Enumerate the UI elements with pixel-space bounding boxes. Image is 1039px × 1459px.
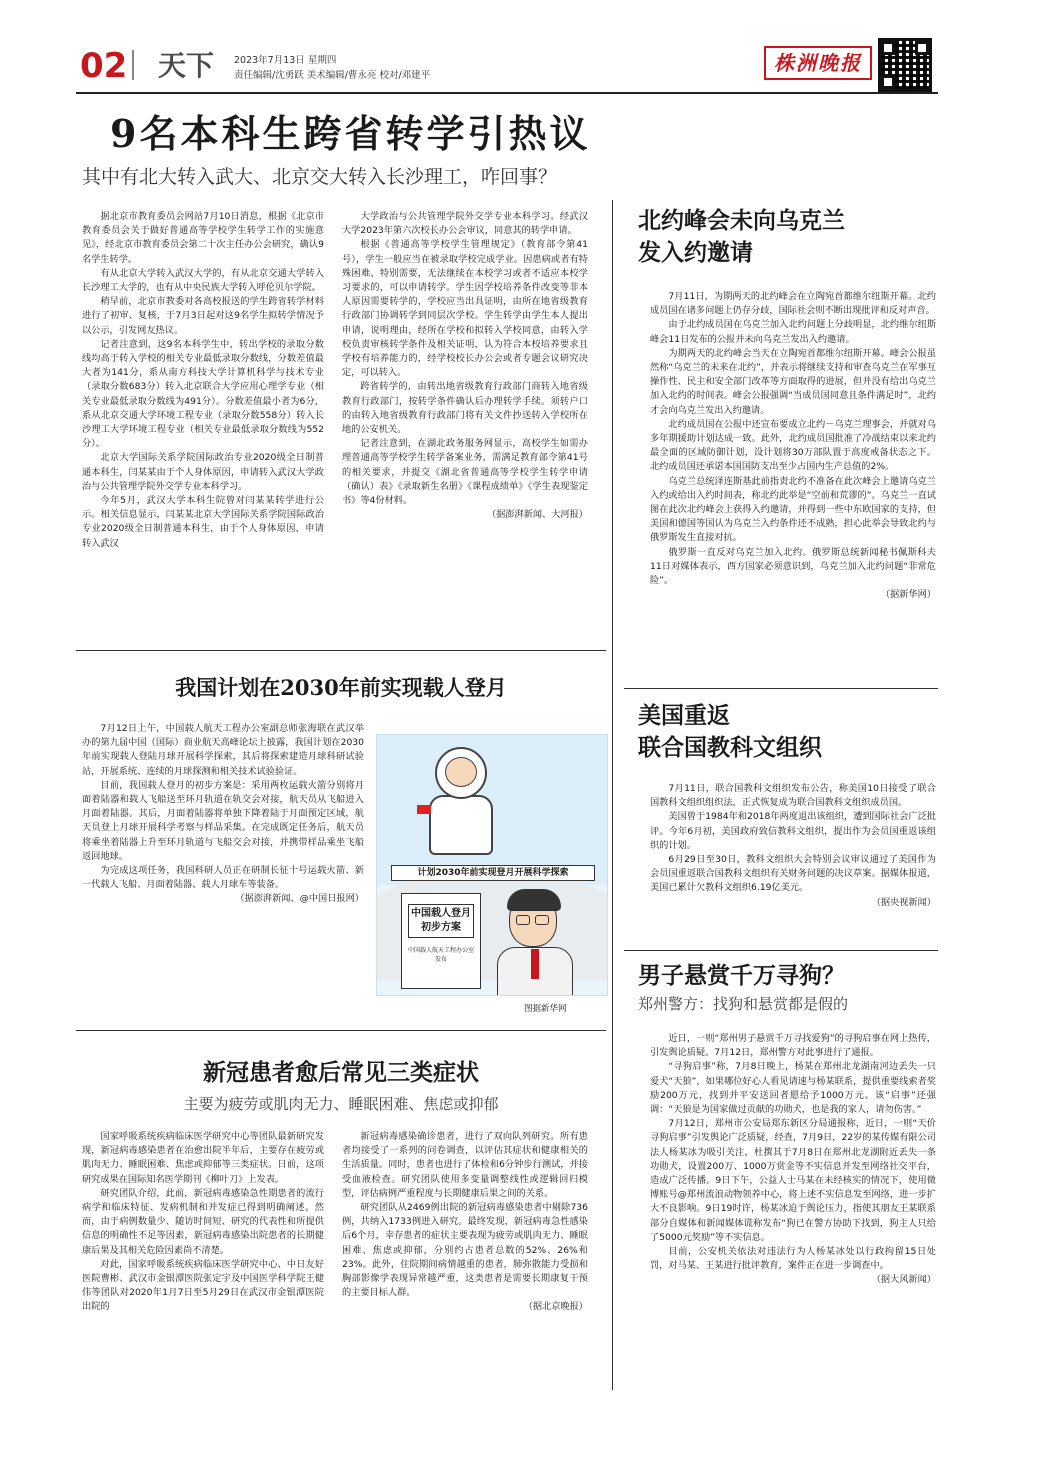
nato-paragraph: 俄罗斯一直反对乌克兰加入北约。俄罗斯总统新闻秘书佩斯科夫11日对媒体表示，西方国家必须意识到，乌克兰加入北约问题“非常危险”。 [650, 546, 936, 587]
presenter-tie [531, 949, 539, 979]
lead-paragraph: 有从北京大学转入武汉大学的，有从北京交通大学转入长沙理工大学的，也有从中央民族大学转入呼伦贝尔学院。 [82, 267, 324, 294]
moon-headline: 我国计划在2030年前实现载人登月 [175, 675, 507, 700]
covid-column-1 [82, 1130, 324, 1315]
dog-headline: 男子悬赏千万寻狗？ [638, 962, 845, 989]
presenter-glasses [516, 915, 530, 925]
unesco-source: （据央视新闻） [871, 896, 936, 908]
editors-credit: 责任编辑/沈勇跃 美术编辑/曹永亮 校对/邓建平 [234, 70, 431, 81]
illustration-caption: 计划2030年前实现登月开展科学探索 [391, 865, 595, 881]
section-rule [624, 950, 938, 951]
moon-source: （据澎湃新闻、@中国日报网） [235, 893, 364, 905]
lead-column-2 [342, 210, 588, 522]
unesco-headline-line2: 联合国教科文组织 [638, 734, 822, 761]
presenter-glasses [535, 915, 549, 925]
plan-document-title: 中国载人登月初步方案 [408, 904, 474, 938]
section-rule [76, 1030, 606, 1031]
lead-paragraph: 大学政治与公共管理学院外交学专业本科学习。经武汉大学2023年第六次校长办公会审议，同意其的转学申请。 [342, 211, 588, 237]
header-rule [76, 92, 938, 94]
column-divider [612, 200, 613, 1390]
nato-headline-line1: 北约峰会未向乌克兰 [638, 207, 845, 234]
dog-paragraph: 目前，公安机关依法对违法行为人杨某冰处以行政拘留15日处罚，对马某、王某进行批评教育，案件正在进一步调查中。 [650, 1246, 936, 1272]
covid-headline: 新冠患者愈后常见三类症状 [203, 1059, 479, 1086]
dog-paragraph: 7月12日，郑州市公安局郑东新区分局通报称，近日，一则“天价寻狗启事”引发舆论广泛质疑，经查，7月9日，22岁的某传媒有限公司法人杨某冰为吸引关注，杜撰其于7月8日在郑州北龙湖附近丢失一条功勋犬，设置200万、1000万赏金等不实信息并发至网络社交平台，造成广泛传播。9日下午，公益人士马某在未经核实的情况下，使用微博账号@郑州流浪动物领养中心，将上述不实信息发至网络，进一步扩大不良影响。9日19时许，杨某冰迫于舆论压力，指使其朋友王某联系部分自媒体和新闻媒体谎称发布“狗已在警方协助下找到，狗主人只给了5000元奖励”等不实信息。 [650, 1118, 936, 1243]
dog-paragraph: “寻狗启事”称，7月8日晚上，杨某在郑州北龙湖南河边丢失一只爱犬“天狼”，如果哪位好心人看见请速与杨某联系，提供重要线索者奖励200万元，找到并平安送回者愿给予1000万元。该“启事”还强调：“天狼是为国家做过贡献的功勋犬，也是我的家人，请勿伤害。” [650, 1061, 936, 1116]
header-divider [132, 50, 134, 80]
lead-paragraph: 记者注意到，这9名本科学生中，转出学校的录取分数线均高于转入学校的相关专业最低录取分数线，分数差值最大者为141分，系从南方科技大学计算机科学与技术专业（录取分数683分）转入北京联合大学应用心理学专业（相关专业最低录取分数线为491分）。分数差值最小者为6分，系从北京交通大学环境工程专业（录取分数558分）转入长沙理工大学环境工程专业（相关专业最低录取分数线为552分）。 [82, 338, 324, 450]
plan-document [401, 893, 481, 989]
nato-source: （据新华网） [880, 589, 936, 601]
dog-source: （据大风新闻） [871, 1274, 936, 1286]
covid-paragraph: 新冠病毒感染确诊患者，进行了双向队列研究。所有患者均接受了一系列的问卷调查，以评估其症状和健康相关的生活质量。同时，患者也进行了体检和6分钟步行测试，并接受血液检查。研究团队使用多变量调整线性或逻辑回归模型，评估病例严重程度与长期健康后果之间的关系。 [342, 1131, 588, 1199]
section-rule [624, 688, 938, 689]
covid-paragraph: 研究团队从2469例出院的新冠病毒感染患者中剔除736例，共纳入1733例进入研究。最终发现，新冠病毒急性感染后6个月，幸存患者的症状主要表现为疲劳或肌肉无力、睡眠困难、焦虑或抑郁，分别约占患者总数的52%、26%和23%。此外，住院期间病情越重的患者，肺弥散能力受损和胸部影像学表现异常越严重，这类患者是需要长期康复干预的主要目标人群。 [342, 1202, 588, 1299]
covid-subheadline: 主要为疲劳或肌肉无力、睡眠困难、焦虑或抑郁 [183, 1095, 499, 1113]
lead-column-1 [82, 210, 324, 551]
lead-paragraph: 跨省转学的，由转出地省级教育行政部门商转入地省级教育行政部门，按转学条件确认后办理转学手续。须转户口的由转入地省级教育行政部门将有关文件抄送转入学校所在地的公安机关。 [342, 381, 588, 436]
qr-corner [915, 41, 929, 55]
unesco-paragraph: 美国曾于1984年和2018年两度退出该组织，遭到国际社会广泛批评。今年6月初，美国政府致信教科文组织，提出作为会员国重返该组织的计划。 [650, 811, 936, 851]
section-rule [76, 650, 606, 651]
qr-corner [881, 41, 895, 55]
newspaper-logo: 株洲晚报 [764, 46, 872, 80]
covid-paragraph: 国家呼吸系统疾病临床医学研究中心等团队最新研究发现，新冠病毒感染患者在治愈出院半年后，主要存在疲劳或肌肉无力、睡眠困难、焦虑或抑郁等三类症状。日前，这项研究成果在国际知名医学期刊《柳叶刀》上发表。 [82, 1131, 324, 1185]
lead-paragraph: 据北京市教育委员会网站7月10日消息，根据《北京市教育委员会关于做好普通高等学校学生转学工作的实施意见》，经北京市教育委员会第二十次主任办公会研究，确认9名学生转学。 [82, 211, 324, 265]
qr-corner [881, 75, 895, 89]
covid-source: （据北京晚报） [523, 1301, 588, 1313]
moon-landing-illustration [376, 734, 608, 996]
lead-source: （据澎湃新闻、大河报） [486, 509, 588, 521]
covid-paragraph: 对此，国家呼吸系统疾病临床医学研究中心、中日友好医院曹彬、武汉市金银潭医院张定宇及中国医学科学院王健伟等团队对2020年1月7日至5月29日在武汉市金银潭医院出院的 [82, 1258, 324, 1313]
lead-paragraph: 稍早前，北京市教委对各高校报送的学生跨省转学材料进行了初审、复核，于7月3日起对这9名学生拟转学情况予以公示，引发网友热议。 [82, 296, 324, 336]
illustration-credit: 图据新华网 [524, 1004, 567, 1014]
lead-paragraph: 北京大学国际关系学院国际政治专业2020级全日制普通本科生，闫某某由于个人身体原因，申请转入武汉大学政治与公共管理学院外交学专业本科学习。 [82, 452, 324, 492]
unesco-body [650, 782, 936, 910]
nato-paragraph: 7月11日，为期两天的北约峰会在立陶宛首都维尔纽斯开幕。北约成员国在诸多问题上仍存分歧，国际社会则不断出现批评和反对声音。 [650, 291, 936, 317]
lead-paragraph: 根据《普通高等学校学生管理规定》（教育部令第41号），学生一般应当在被录取学校完成学业。因患病或者有特殊困难、特别需要，无法继续在本校学习或者不适应本校学习要求的，可以申请转学。学生因学校培养条件改变等非本人原因需要转学的，学校应当出具证明，由所在地省级教育行政部门协调转学到同层次学校。学生转学由学生本人提出申请，说明理由，经所在学校和拟转入学校同意，由转入学校负责审核转学条件及相关证明，认为符合本校培养要求且学校有培养能力的，经学校校长办公会或者专题会议研究决定，可以转入。 [342, 239, 588, 379]
unesco-paragraph: 6月29日至30日，教科文组织大会特别会议审议通过了美国作为会员国重返联合国教科文组织有关财务问题的决议草案。据媒体报道，美国已累计欠教科文组织6.19亿美元。 [650, 854, 936, 894]
issue-date: 2023年7月13日 星期四 [234, 55, 337, 66]
plan-document-publisher: 中国载人航天工程办公室 发布 [408, 947, 475, 963]
unesco-headline-line1: 美国重返 [638, 702, 730, 729]
dog-subheadline: 郑州警方：找狗和悬赏都是假的 [638, 995, 849, 1013]
covid-column-2 [342, 1130, 588, 1314]
covid-paragraph: 研究团队介绍，此前，新冠病毒感染急性期患者的流行病学和临床特征、发病机制和并发症已得到明确阐述。然而，由于病例数量少、随访时间短、研究的代表性和所提供信息的明确性不足等因素，新冠病毒感染出院患者的长期健康后果及其相关危险因素尚不清楚。 [82, 1187, 324, 1256]
nato-paragraph: 为期两天的北约峰会当天在立陶宛首都维尔纽斯开幕。峰会公报虽然称“乌克兰的未来在北约”，并表示将继续支持和审查乌克兰在军事互操作性、民主和安全部门改革等方面取得的进展，但并没有给出乌克兰加入北约的时间表。峰会公报强调“当成员国同意且条件满足时”，北约才会向乌克兰发出入约邀请。 [650, 347, 936, 416]
astronaut-suit [429, 795, 493, 855]
lead-paragraph: 今年5月，武汉大学本科生院曾对闫某某转学进行公示。相关信息显示，闫某某北京大学国际关系学院国际政治专业2020级全日制普通本科生，由于个人身体原因，申请转入武汉 [82, 495, 324, 549]
dog-body [650, 1032, 936, 1287]
lead-paragraph: 记者注意到，在湖北政务服务网显示，高校学生如需办理普通高等学校学生转学备案业务，需满足教育部令第41号的相关要求，并提交《湖北省普通高等学校学生转学申请（确认）表》《录取新生名册》《课程成绩单》《学生表现鉴定书》等4份材料。 [342, 438, 588, 507]
astronaut-face [445, 757, 477, 787]
moon-paragraph: 目前，我国载人登月的初步方案是：采用两枚运载火箭分别将月面着陆器和载人飞船送至环月轨道在轨交会对接，航天员从飞船进入月面着陆器。其后，月面着陆器将单独下降着陆于月面预定区域，航天员登上月球开展科学考察与样品采集。在完成既定任务后，航天员将乘坐着陆器上升至环月轨道与飞船交会对接，并携带样品乘坐飞船返回地球。 [82, 779, 364, 862]
nato-paragraph: 乌克兰总统泽连斯基此前指责北约不准备在此次峰会上邀请乌克兰入约或给出入约时间表，称北约此举是“空前和荒谬的”。乌克兰一直试图在此次北约峰会上获得入约邀请，并得到一些中东欧国家的支持，但美国和德国等国认为乌克兰入约条件还不成熟，担心此举会导致北约与俄罗斯发生直接对抗。 [650, 475, 936, 544]
nato-body [650, 290, 936, 602]
nato-paragraph: 由于北约成员国在乌克兰加入北约问题上分歧明显，北约维尔纽斯峰会11日发布的公报并未向乌克兰发出入约邀请。 [650, 319, 936, 345]
lead-headline: 9名本科生跨省转学引热议 [110, 111, 591, 156]
nato-paragraph: 北约成员国在公报中还宣布要成立北约－乌克兰理事会，并就对乌多年期援助计划达成一致。此外，北约成员国批准了冷战结束以来北约最全面的区域防御计划，设计划将30万部队置于高度戒备状态之下。北约成员国还承诺本国国防支出至少占国内生产总值的2%。 [650, 418, 936, 473]
moon-body [82, 722, 364, 906]
dog-paragraph: 近日，一则“郑州男子悬赏千万寻找爱狗”的寻狗启事在网上热传，引发舆论质疑。7月12日，郑州警方对此事进行了通报。 [650, 1033, 936, 1059]
lead-subheadline: 其中有北大转入武大、北京交大转入长沙理工，咋回事？ [82, 166, 558, 188]
section-name: 天下 [158, 49, 215, 82]
presenter-hair [507, 889, 561, 911]
qr-code-icon [878, 38, 932, 92]
moon-paragraph: 为完成这项任务，我国科研人员正在研制长征十号运载火箭、新一代载人飞船、月面着陆器、载人月球车等装备。 [82, 865, 364, 891]
unesco-paragraph: 7月11日，联合国教科文组织发布公告，称美国10日接受了联合国教科文组织组织法，正式恢复成为联合国教科文组织成员国。 [650, 783, 936, 809]
nato-headline-line2: 发入约邀请 [638, 239, 753, 266]
page-number: 02 [80, 46, 128, 86]
flag-patch [417, 805, 431, 814]
moon-paragraph: 7月12日上午，中国载人航天工程办公室副总师张海联在武汉举办的第九届中国（国际）商业航天高峰论坛上披露，我国计划在2030年前实现载人登陆月球开展科学探索，其后将探索建造月球科研试验站，开展系统、连续的月球探测和相关技术试验验证。 [82, 723, 364, 777]
